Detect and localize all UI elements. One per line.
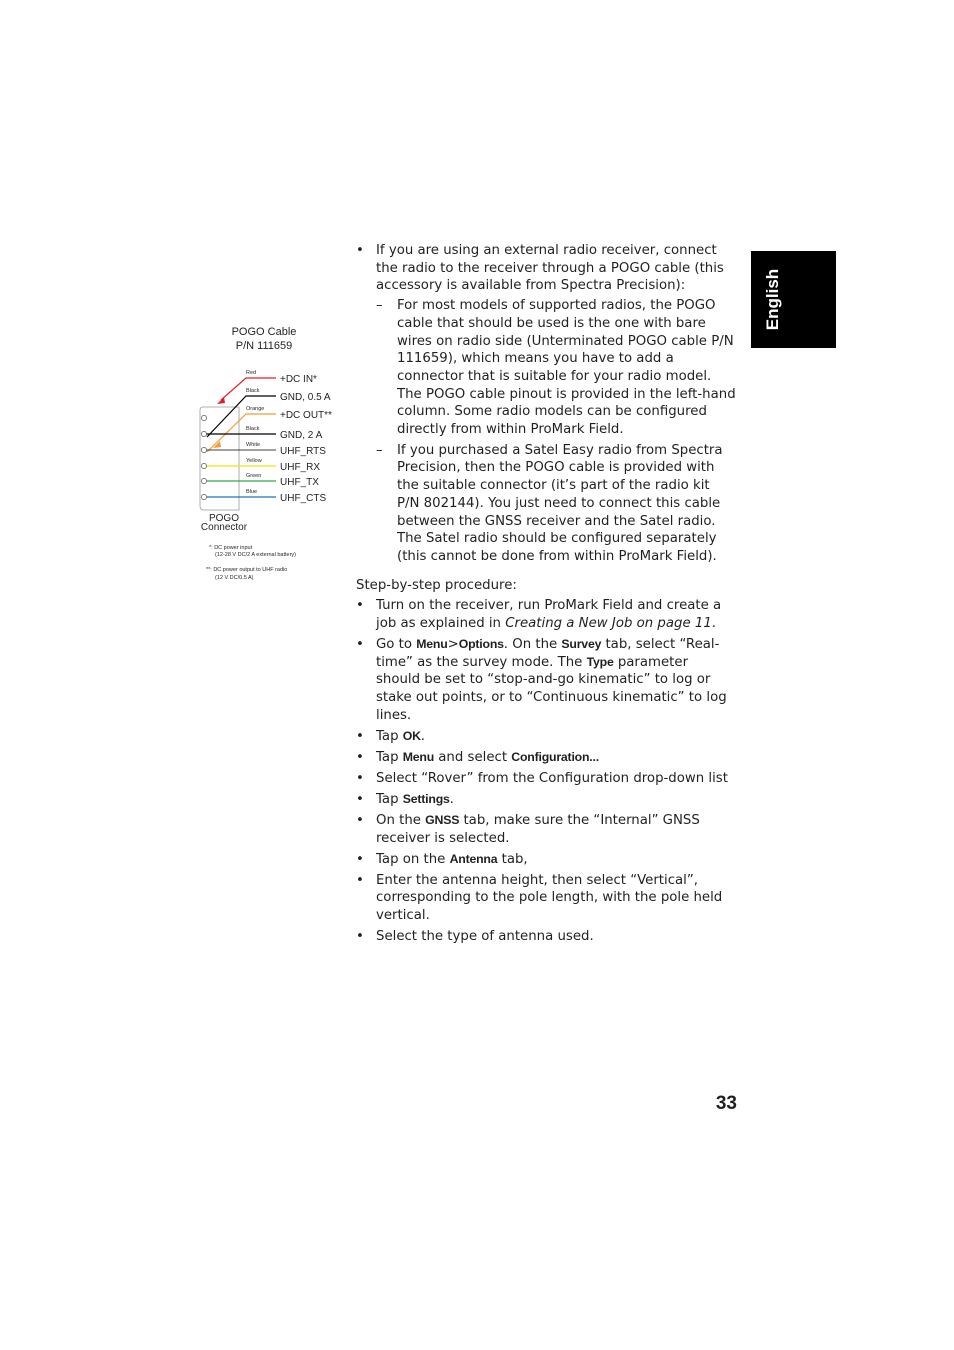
- wire-signal-label: +DC OUT**: [280, 410, 332, 421]
- cable-title: POGO Cable: [231, 326, 297, 338]
- list-item: • Tap Settings.: [356, 791, 736, 809]
- step-text: . On the: [503, 637, 562, 653]
- step-text: Select “Rover” from the Configuration drop-down list: [376, 770, 728, 786]
- main-content: [356, 242, 736, 949]
- sub-list-item: [376, 297, 736, 439]
- cross-reference-link[interactable]: Creating a New Job on page 11: [505, 616, 712, 632]
- step-text: Select the type of antenna used.: [376, 928, 594, 944]
- wire-signal-label: UHF_CTS: [280, 493, 327, 504]
- step-text: tab, select “Real-time” as the survey mode. The: [376, 637, 720, 670]
- note-dc-out-detail: (12 V DC/0.5 A): [215, 575, 254, 581]
- step-text: Tap: [376, 749, 403, 765]
- wire-signal-label: GND, 0.5 A: [280, 392, 331, 403]
- list-item: [356, 242, 736, 566]
- note-dc-in: *: DC power input: [209, 545, 253, 551]
- wire-2: [207, 396, 276, 437]
- step-text: Tap: [376, 791, 403, 807]
- wire-arrowhead: [217, 397, 225, 404]
- page-number: 33: [715, 1093, 737, 1114]
- pogo-cable-diagram: [190, 320, 350, 590]
- list-item: [356, 770, 736, 788]
- step-text: tab, make sure the “Internal” GNSS receiver is selected.: [376, 812, 700, 846]
- language-tab: [751, 251, 836, 348]
- wire-signal-label: UHF_TX: [280, 477, 319, 488]
- wire-color-label: Red: [246, 370, 257, 376]
- sub-item-text: If you purchased a Satel Easy radio from Spectra Precision, then the POGO cable is provided with the suitable connector (it’s part of the radio kit P/N 802144). You just need to connect this cable between the GNSS receiver and the Satel radio. The Satel radio should be configured separately (this cannot be done from within ProMark Field).: [397, 442, 723, 564]
- step-text: Enter the antenna height, then select “Vertical”, corresponding to the pole length, with the pole held vertical.: [376, 872, 723, 923]
- list-item: [356, 812, 736, 847]
- connector-pin: [201, 494, 206, 499]
- pogo-connector-shape: [200, 407, 239, 510]
- step-text: tab,: [497, 851, 528, 867]
- ui-term-ok: OK: [402, 728, 421, 743]
- step-text: Tap on the: [376, 851, 450, 867]
- ui-term-gnss: GNSS: [425, 812, 460, 827]
- wire-color-label: Green: [246, 473, 262, 479]
- wire-color-label: Yellow: [246, 458, 262, 464]
- list-item: [356, 749, 736, 767]
- sub-list-item: [376, 442, 736, 566]
- connector-label-1: POGO: [208, 513, 240, 524]
- ui-term-menu: Menu: [416, 637, 448, 652]
- list-item: [356, 851, 736, 869]
- wire-signal-label: UHF_RTS: [280, 446, 326, 457]
- wire-color-label: White: [246, 442, 261, 448]
- language-tab-label: English: [763, 268, 782, 331]
- step-text: >: [447, 637, 459, 653]
- wire-color-label: Black: [246, 426, 260, 432]
- ui-term-survey: Survey: [561, 637, 602, 652]
- ui-term-options: Options: [458, 637, 504, 652]
- steps-title: Step-by-step procedure:: [356, 577, 517, 593]
- connector-pin: [201, 447, 206, 452]
- step-text: On the: [376, 812, 426, 828]
- wire-color-label: Orange: [246, 406, 265, 412]
- wire-color-label: Black: [246, 388, 260, 394]
- connector-pin: [201, 478, 206, 483]
- step-text: and select: [434, 749, 512, 765]
- wire-signal-label: +DC IN*: [280, 374, 317, 385]
- wire-signal-label: UHF_RX: [280, 462, 321, 473]
- connector-pin: [201, 463, 206, 468]
- ui-term-antenna: Antenna: [449, 851, 498, 866]
- wire-color-label: Blue: [246, 489, 258, 495]
- list-item: [356, 928, 736, 946]
- step-text: Turn on the receiver, run ProMark Field and create a job as explained in: [376, 598, 722, 632]
- sub-item-text: For most models of supported radios, the POGO cable that should be used is the one with bare wires on radio side (Unterminated POGO cable P/N 111659), which means you have to add a connector that is suitable for your radio model. The POGO cable pinout is provided in the left-hand column. Some radio models can be configured directly from within ProMark Field.: [397, 298, 736, 438]
- connector-pin: [201, 415, 206, 420]
- list-item: [356, 872, 736, 925]
- connector-label-2: Connector: [200, 522, 248, 533]
- wire-signal-label: GND, 2 A: [280, 430, 323, 441]
- list-item: • Turn on the receiver, run ProMark Field and create a job as explained in Creating a New Job on page 11.: [356, 597, 736, 632]
- list-item: [356, 636, 736, 725]
- ui-term-configuration: Configuration...: [511, 749, 599, 764]
- list-item: • Tap OK.: [356, 728, 736, 746]
- intro-text: If you are using an external radio receiver, connect the radio to the receiver through a POGO cable (this accessory is available from Spectra Precision):: [376, 243, 724, 294]
- note-dc-out: **: DC power output to UHF radio: [206, 567, 288, 573]
- wire-group: [201, 370, 332, 504]
- connector-pin: [201, 431, 206, 436]
- step-text: Tap: [376, 728, 403, 744]
- step-text: Go to: [376, 637, 417, 653]
- ui-term-menu: Menu: [402, 749, 435, 764]
- step-text: parameter should be set to “stop-and-go kinematic” to log or stake out points, or to “Continuous kinematic” to log lines.: [376, 654, 727, 723]
- cable-part-number: P/N 111659: [235, 340, 293, 352]
- ui-term-type: Type: [586, 654, 614, 669]
- ui-term-settings: Settings: [402, 791, 450, 806]
- note-dc-in-detail: (12-28 V DC/2 A external battery): [215, 552, 297, 558]
